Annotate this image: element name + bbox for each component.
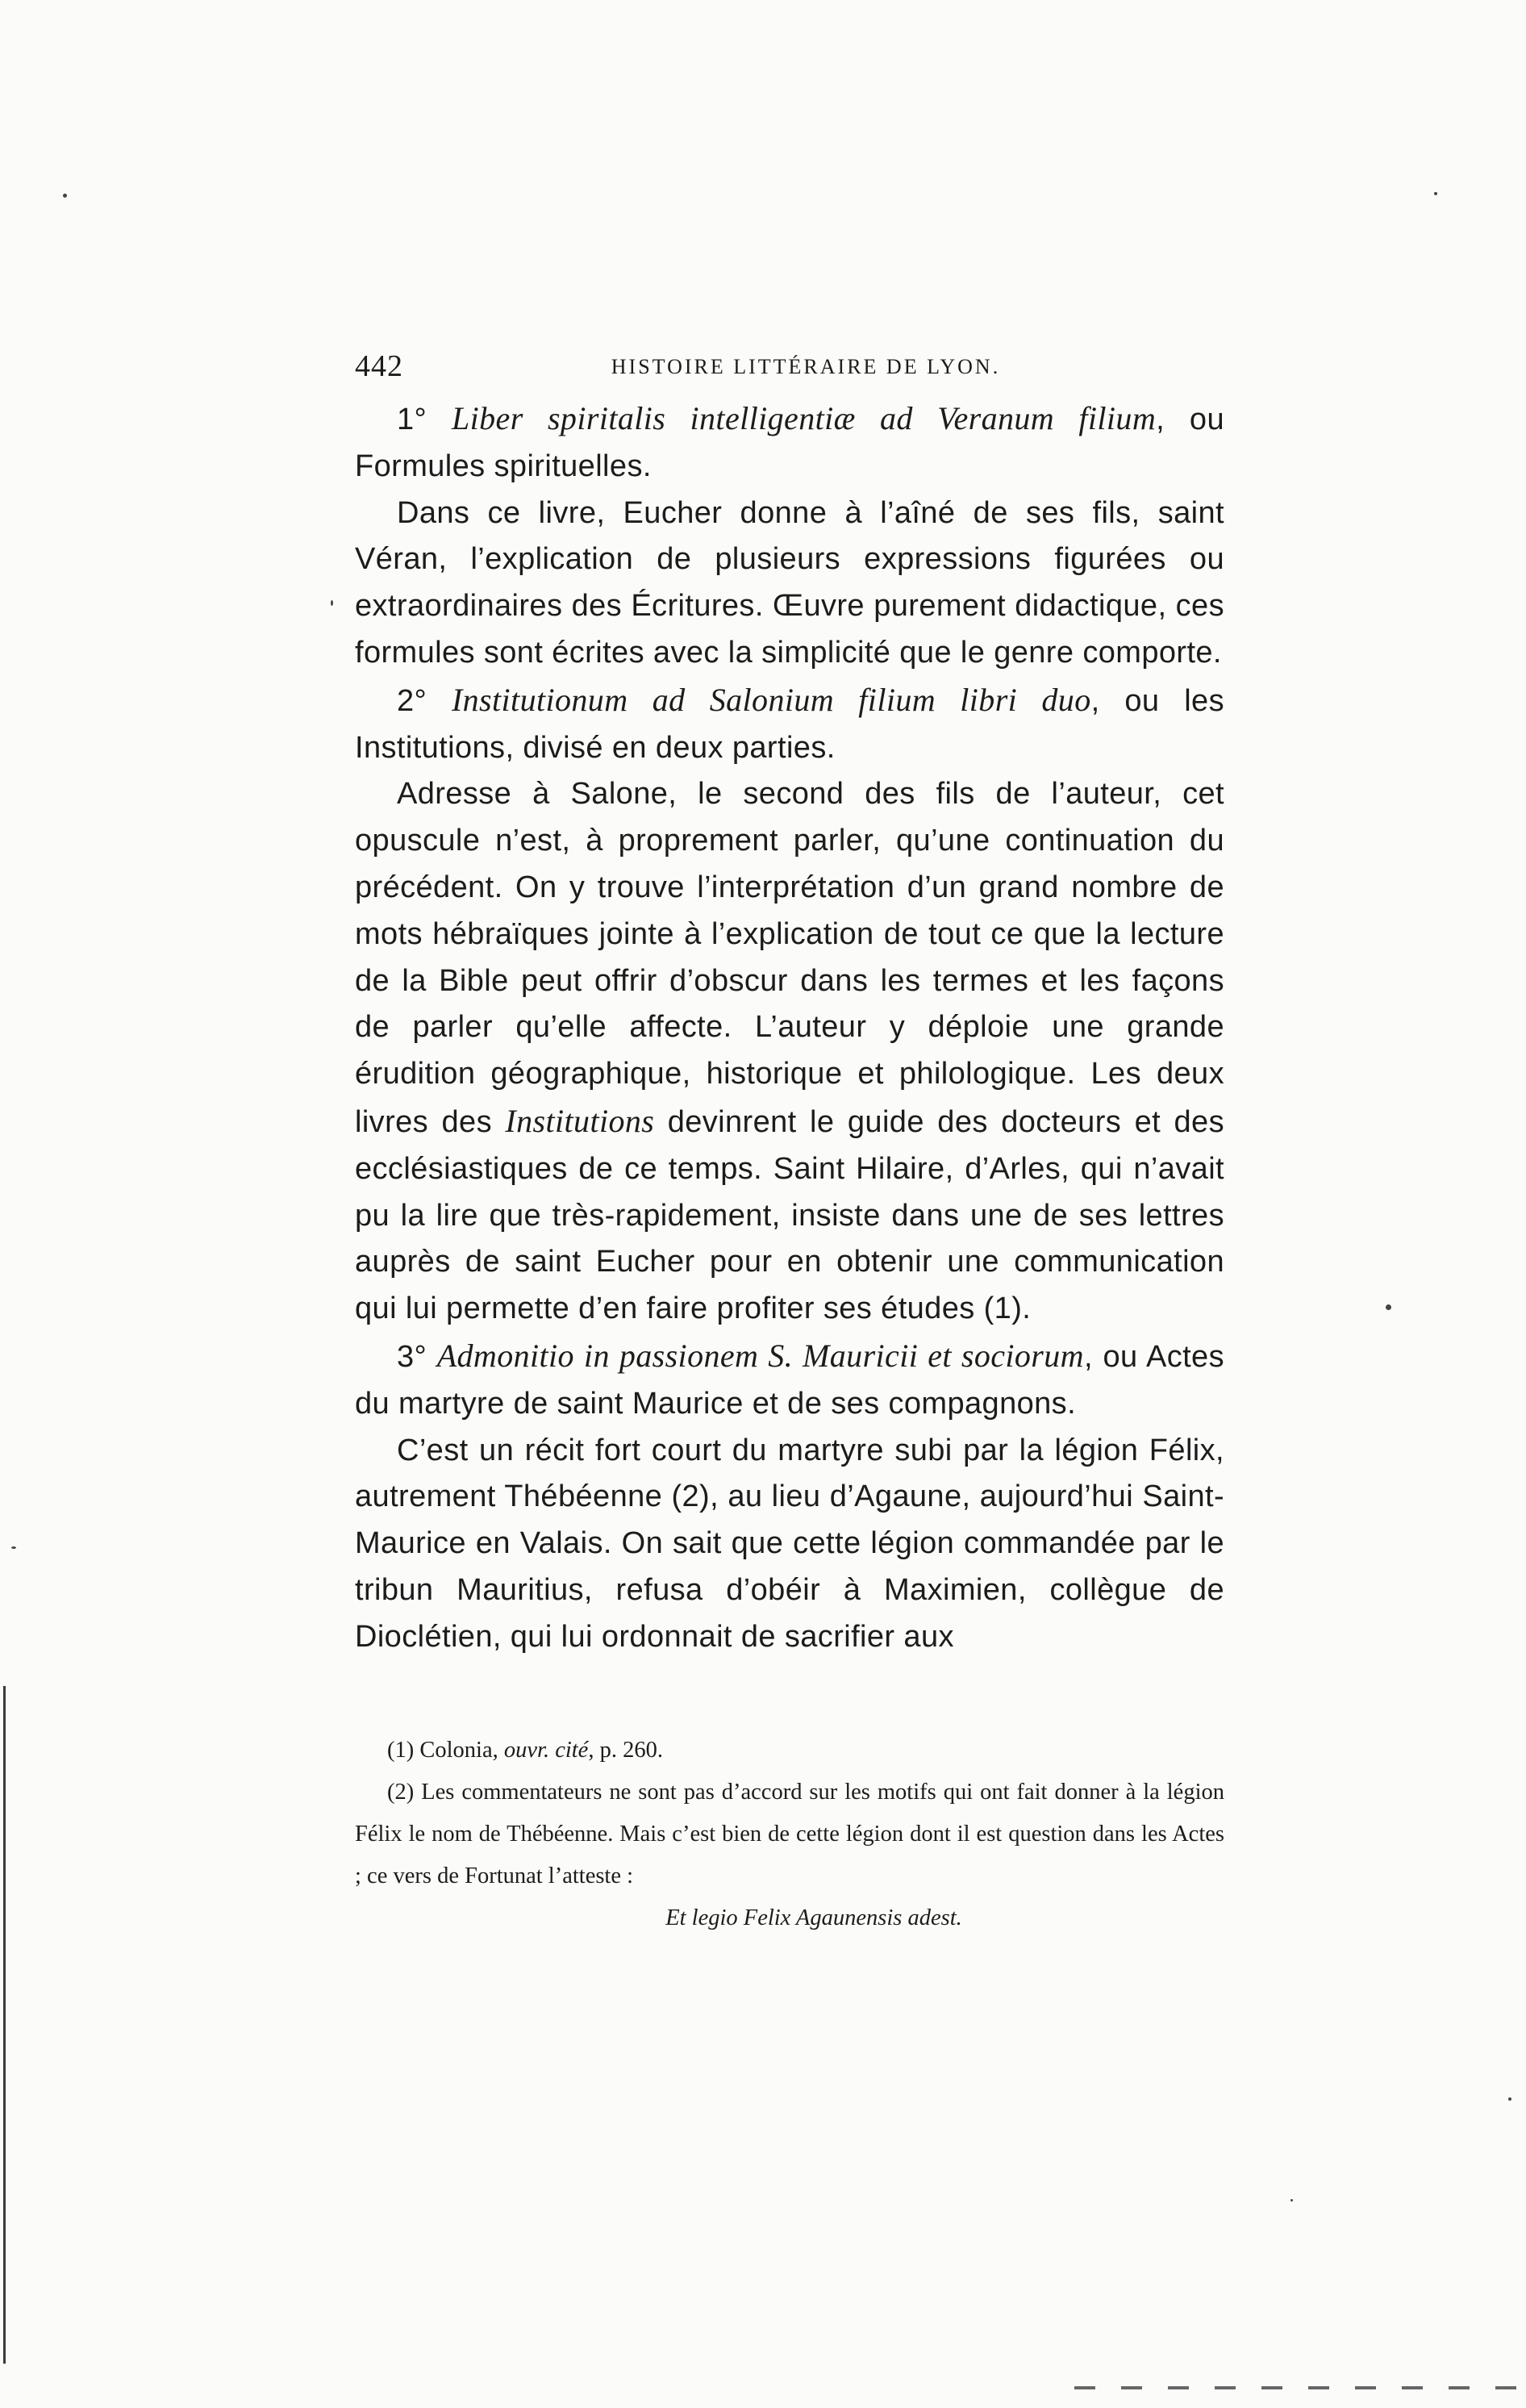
scan-artifact bbox=[1074, 2386, 1526, 2389]
scan-speck bbox=[11, 1546, 16, 1549]
footnote-text: , p. 260. bbox=[588, 1738, 663, 1763]
item-number: 3° bbox=[397, 1339, 427, 1374]
scan-margin-line bbox=[3, 1686, 6, 2364]
paragraph-text: , ou Formules spirituelles. bbox=[355, 403, 1224, 483]
page-header bbox=[355, 348, 1224, 387]
item-number: 1° bbox=[397, 403, 427, 436]
paragraph bbox=[355, 771, 1224, 1333]
scan-speck bbox=[1386, 1304, 1391, 1310]
scan-speck bbox=[331, 600, 333, 606]
paragraph: Dans ce livre, Eucher donne à l’aîné de ses fils, saint Véran, l’explication de plusieurs expressions figurées ou extraordinaires des Écritures. Œuvre purement didactique, ces formules sont écrites avec la simplicité que le genre comporte. bbox=[355, 495, 1224, 670]
paragraph-item-2 bbox=[355, 677, 1224, 772]
paragraph-item-1 bbox=[355, 395, 1224, 490]
paragraph-item-3 bbox=[355, 1333, 1224, 1428]
main-text bbox=[355, 395, 1224, 1661]
item-number: 2° bbox=[397, 683, 427, 718]
footnote-italic: ouvr. cité bbox=[503, 1738, 589, 1763]
work-title: Admonitio in passionem S. Mauricii et sociorum bbox=[436, 1337, 1084, 1374]
paragraph-text: , ou Actes du martyre de saint Maurice et de ses compagnons. bbox=[355, 1339, 1224, 1421]
work-title: Institutionum ad Salonium filium libri duo bbox=[451, 681, 1091, 718]
scan-speck bbox=[63, 194, 67, 198]
scan-speck bbox=[1434, 192, 1437, 195]
footnotes bbox=[355, 1730, 1224, 1939]
footnote-text: (1) Colonia, bbox=[387, 1738, 498, 1763]
scan-speck bbox=[1508, 2097, 1511, 2101]
work-title: Liber spiritalis intelligentiæ ad Veranum filium bbox=[452, 400, 1157, 436]
footnote-2: (2) Les commentateurs ne sont pas d’accord sur les motifs qui ont fait donner à la légion Félix le nom de Thébéenne. Mais c’est bien de cette légion dont il est question dans les Actes ; ce vers de Fortunat l’atteste : bbox=[355, 1780, 1224, 1888]
verse-quote: Et legio Felix Agaunensis adest. bbox=[665, 1905, 962, 1930]
paragraph-text: Adresse à Salone, le second des fils de l’auteur, cet opuscule n’est, à proprement parler, qu’une continuation du précédent. On y trouve l’interprétation d’un grand nombre de mots hébraïques jointe à l’explication de tout ce que la lecture de la Bible peut offrir d’obscur dans les termes et les façons de parler qu’elle affecte. L’auteur y déploie une grande érudition géographique, historique et philologique. Les deux livres des bbox=[355, 777, 1224, 1139]
paragraph-text: , ou les Institutions, divisé en deux parties. bbox=[355, 683, 1224, 765]
scan-speck bbox=[1290, 2199, 1293, 2201]
page-number: 442 bbox=[355, 349, 403, 383]
paragraph-text: devinrent le guide des docteurs et des ecclésiastiques de ce temps. Saint Hilaire, d’Arles, qui n’avait pu la lire que très-rapidement, insiste dans une de ses lettres auprès de saint Eucher pour en obtenir une communication qui lui permette d’en faire profiter ses études (1). bbox=[355, 1104, 1224, 1326]
footnote-1 bbox=[355, 1730, 1224, 1772]
running-title: HISTOIRE LITTÉRAIRE DE LYON. bbox=[611, 355, 1001, 378]
paragraph: C’est un récit fort court du martyre subi par la légion Félix, autrement Thébéenne (2), au lieu d’Agaune, aujourd’hui Saint-Maurice en Valais. On sait que cette légion commandée par le tribun Mauritius, refusa d’obéir à Maximien, collègue de Dioclétien, qui lui ordonnait de sacrifier aux bbox=[355, 1433, 1224, 1654]
work-title: Institutions bbox=[505, 1102, 655, 1139]
